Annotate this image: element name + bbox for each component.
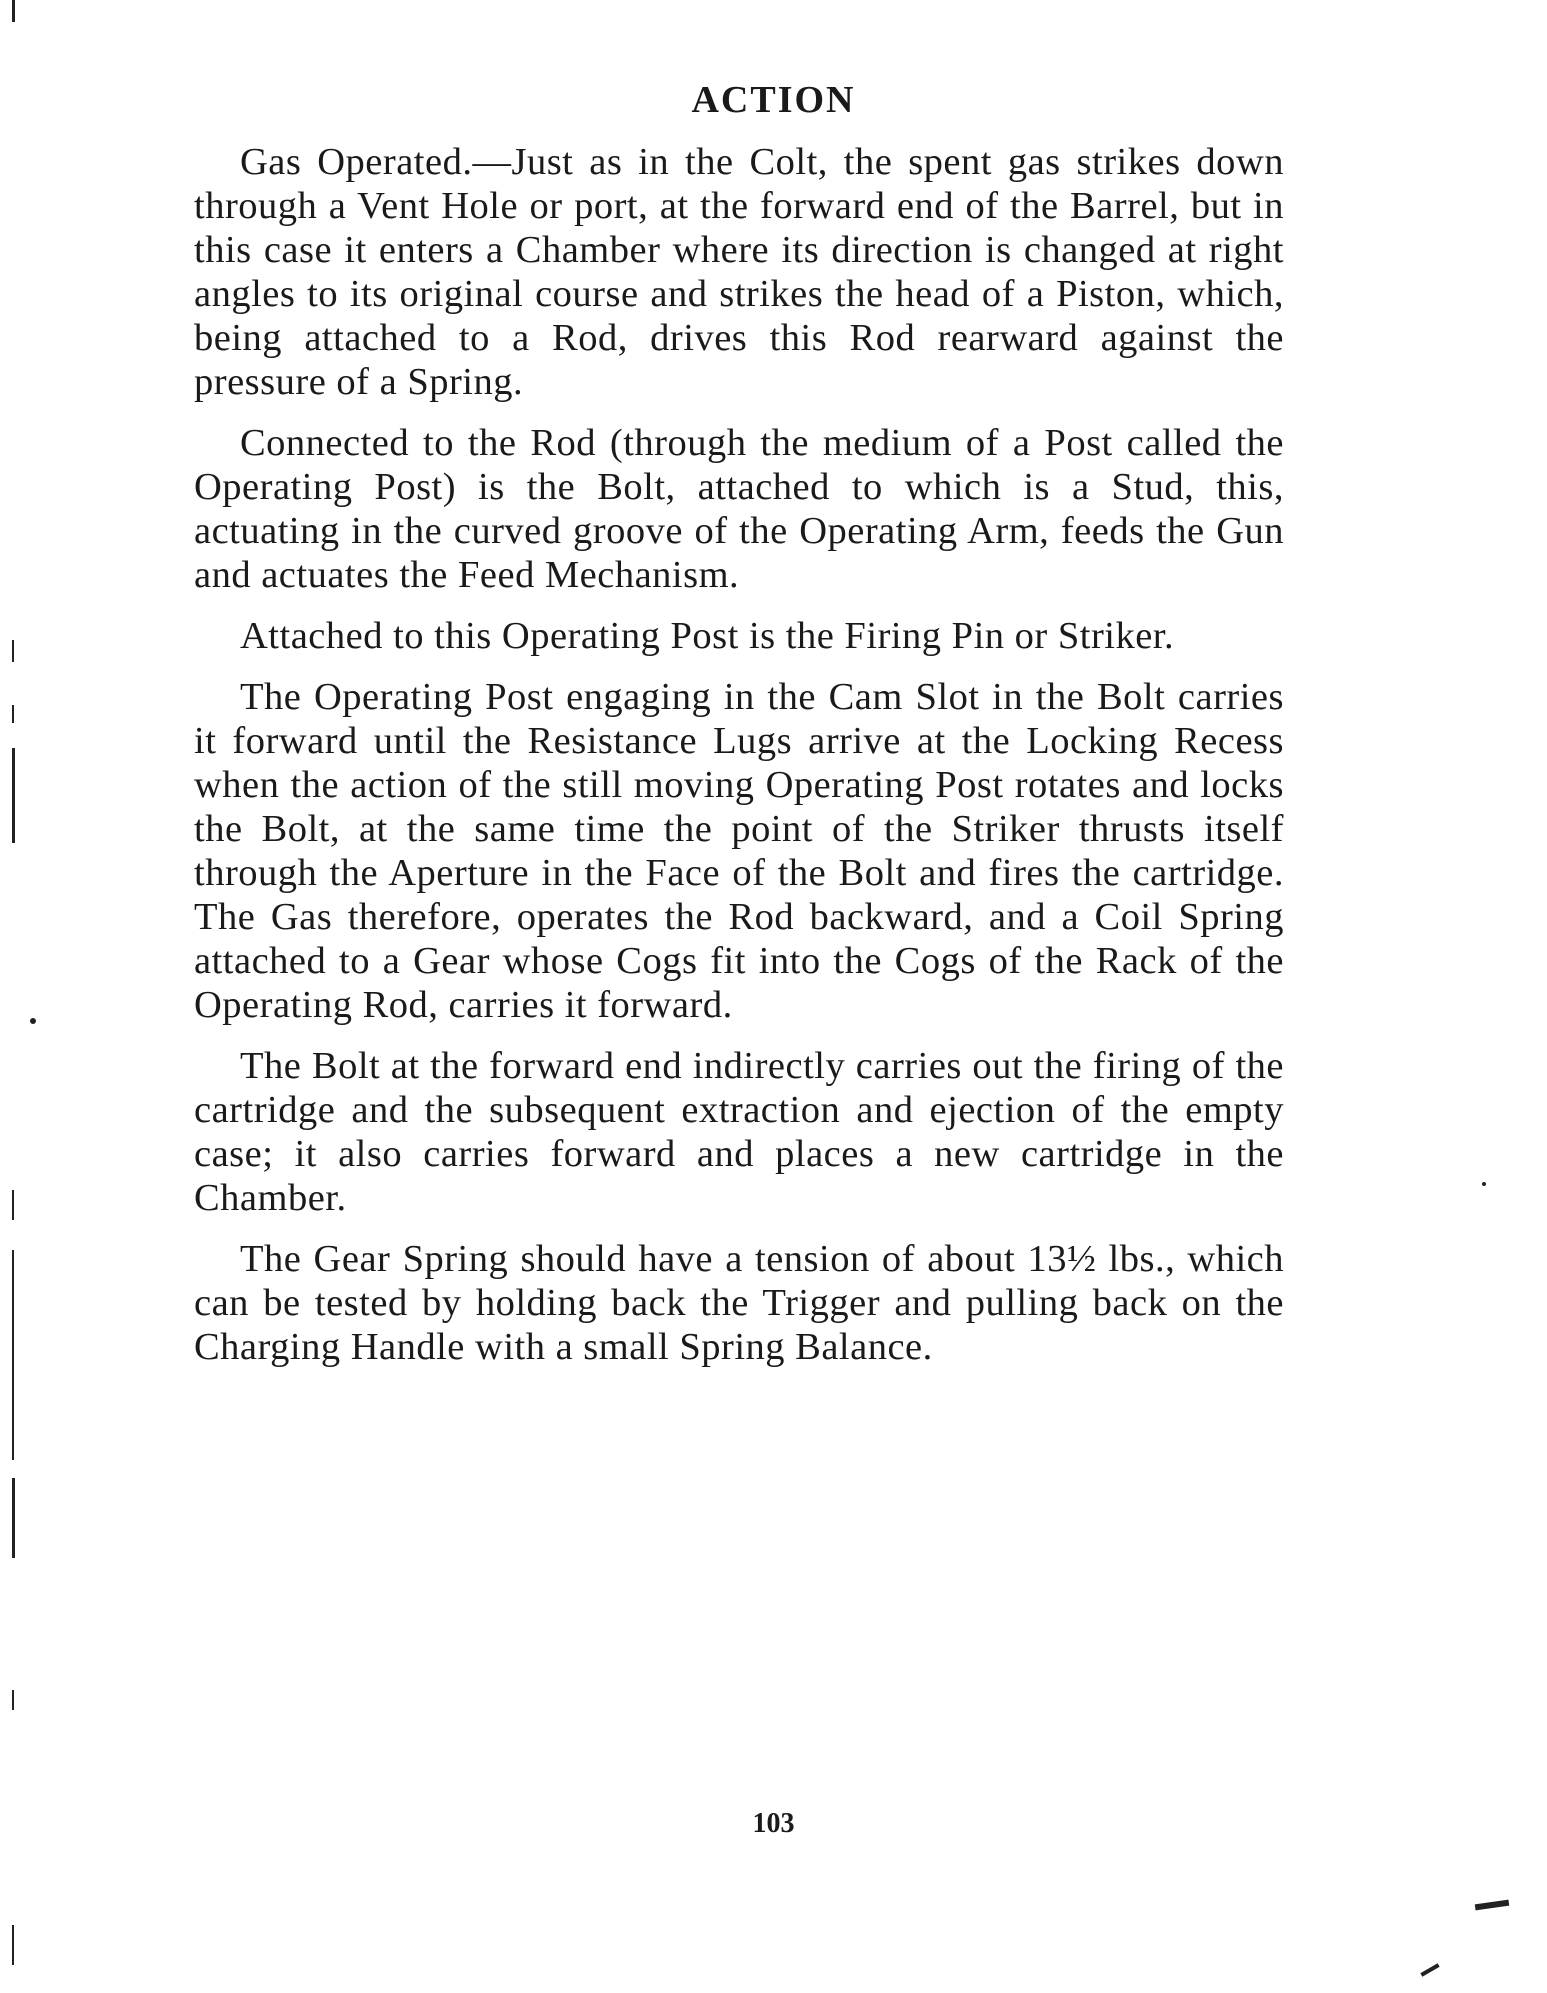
page-number: 103 [752, 1808, 795, 1839]
scan-artifact-dash [1475, 1900, 1510, 1911]
scan-artifact-top [12, 0, 15, 22]
paragraph-gas-operated: Gas Operated.—Just as in the Colt, the spent gas strikes down through a Vent Hole or port, at the forward end of the Barrel, but in this case it enters a Chamber where its direction is changed at right angles to its original course and strikes the head of a Piston, which, being attached to a Rod, drives this Rod rearward against the pressure of a Spring. [194, 141, 1284, 403]
paragraph-bolt-forward: The Bolt at the forward end indirectly carries out the firing of the cartridge and the subsequent extraction and ejection of the empty case; it also carries forward and places a new cartridge in the Chamber. [194, 1045, 1284, 1219]
scan-artifact-margin-line [12, 1690, 14, 1710]
scan-artifact-margin-line [12, 1250, 14, 1460]
scan-speck [30, 1018, 36, 1024]
scan-artifact-margin-line [12, 640, 14, 662]
scan-artifact-margin-line [12, 705, 14, 723]
scan-speck [1482, 1182, 1486, 1186]
scan-artifact-margin-line [12, 1925, 14, 1965]
body-text [194, 140, 1284, 1386]
paragraph-firing-pin: Attached to this Operating Post is the Firing Pin or Striker. [240, 615, 1175, 657]
paragraph-operating-post: The Operating Post engaging in the Cam Slot in the Bolt carries it forward until the Resistance Lugs arrive at the Locking Recess when the action of the still moving Operating Post rotates and locks the Bolt, at the same time the point of the Striker thrusts itself through the Aperture in the Face of the Bolt and fires the cartridge. The Gas therefore, operates the Rod backward, and a Coil Spring attached to a Gear whose Cogs fit into the Cogs of the Rack of the Operating Rod, carries it forward. [194, 676, 1284, 1026]
scan-artifact-margin-line [12, 1190, 14, 1220]
scan-artifact-margin-line [12, 1478, 15, 1558]
paragraph-gear-spring: The Gear Spring should have a tension of about 13½ lbs., which can be tested by holding back the Trigger and pulling back on the Charging Handle with a small Spring Balance. [194, 1238, 1284, 1368]
page-heading: ACTION [691, 79, 856, 121]
scan-artifact-margin-line [12, 748, 15, 843]
paragraph-connected-rod: Connected to the Rod (through the medium of a Post called the Operating Post) is the Bolt, attached to which is a Stud, this, actuating in the curved groove of the Operating Arm, feeds the Gun and actuates the Feed Mechanism. [194, 422, 1284, 596]
scan-artifact-dash [1420, 1963, 1439, 1976]
